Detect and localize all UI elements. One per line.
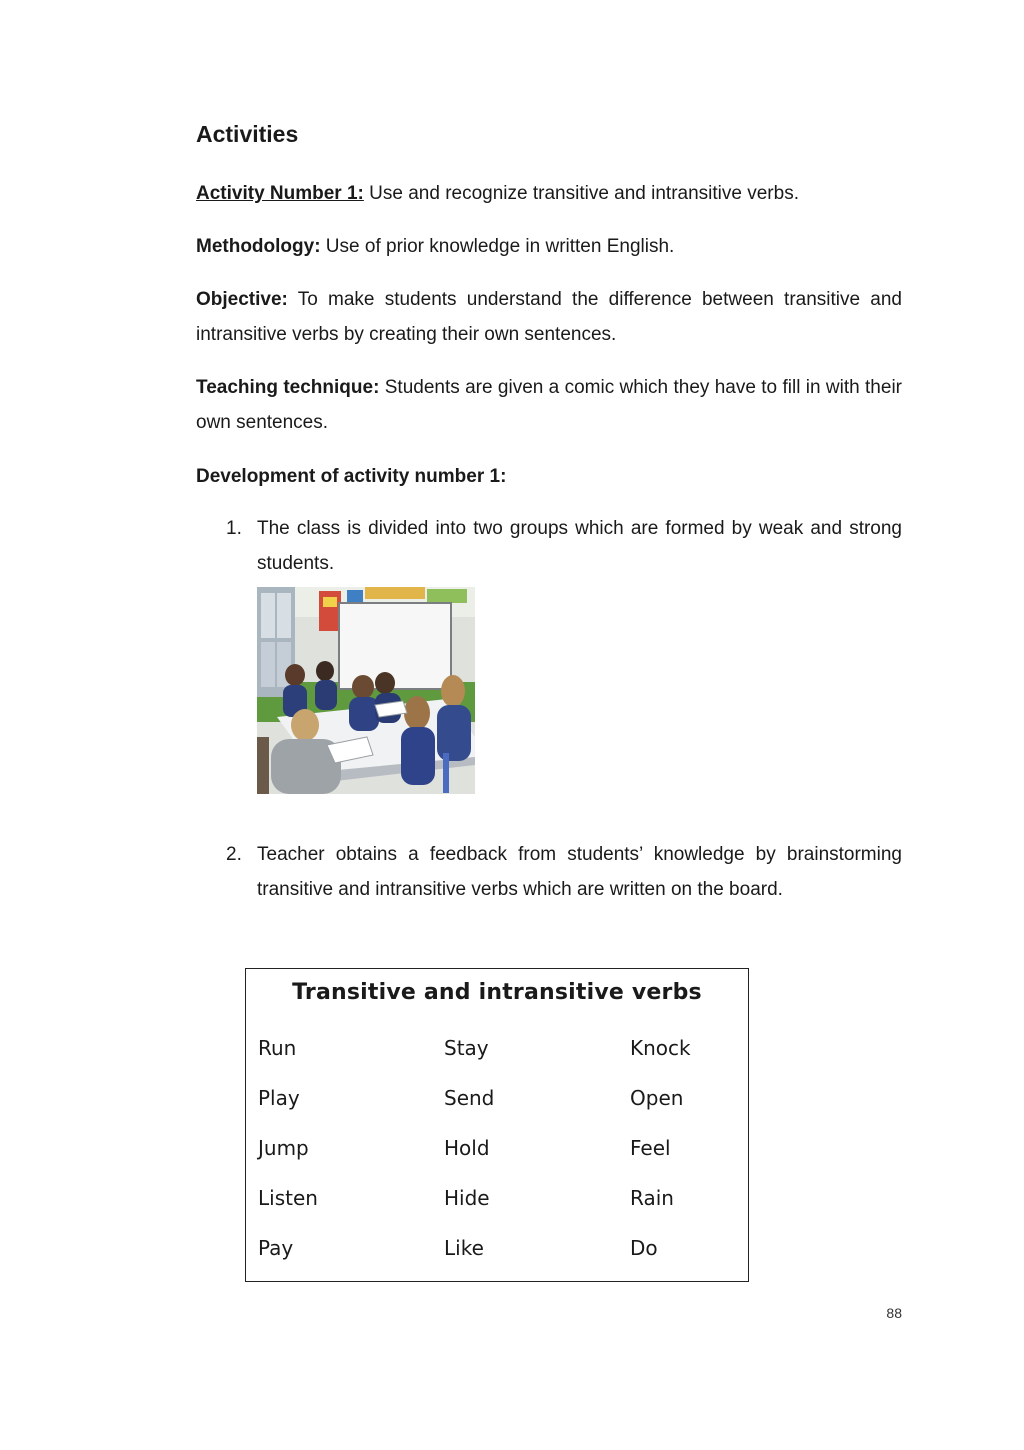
teaching-technique-label: Teaching technique: — [196, 377, 380, 398]
verb-cell: Run — [258, 1036, 297, 1060]
verb-cell: Knock — [630, 1036, 691, 1060]
objective-label: Objective: — [196, 289, 288, 310]
verb-cell: Hold — [444, 1136, 490, 1160]
verb-cell: Like — [444, 1236, 484, 1260]
verb-cell: Feel — [630, 1136, 671, 1160]
activity-number-text: Use and recognize transitive and intransitive verbs. — [363, 183, 799, 204]
verb-cell: Stay — [444, 1036, 489, 1060]
list-item — [226, 837, 902, 907]
list-item-text: The class is divided into two groups which are formed by weak and strong students. — [257, 518, 902, 574]
verb-cell: Pay — [258, 1236, 294, 1260]
methodology-label: Methodology: — [196, 236, 321, 257]
list-item-number: 1. — [226, 518, 242, 539]
verb-cell: Hide — [444, 1186, 490, 1210]
list-item-number: 2. — [226, 844, 242, 865]
methodology-paragraph — [196, 229, 902, 264]
classroom-photo — [257, 587, 475, 794]
verb-cell: Do — [630, 1236, 658, 1260]
development-heading-paragraph — [196, 459, 902, 494]
section-heading: Activities — [196, 121, 299, 147]
classroom-photo-illustration — [257, 587, 475, 794]
verb-cell: Jump — [258, 1136, 309, 1160]
activity-number-label: Activity Number 1: — [196, 183, 364, 204]
verb-table-box — [245, 968, 749, 1282]
methodology-text: Use of prior knowledge in written English. — [320, 236, 675, 257]
list-item-text: Teacher obtains a feedback from students’ knowledge by brainstorming transitive and intransitive verbs which are written on the board. — [257, 844, 902, 900]
teaching-technique-text: Students are given a comic which they have to fill in with their own sentences. — [196, 377, 902, 433]
verb-cell: Listen — [258, 1186, 318, 1210]
page-number: 88 — [886, 1305, 902, 1321]
objective-text: To make students understand the difference between transitive and intransitive verbs by creating their own sentences. — [196, 289, 902, 345]
development-heading: Development of activity number 1: — [196, 466, 507, 487]
activity-number-paragraph — [196, 176, 902, 211]
list-item — [226, 511, 902, 581]
teaching-technique-paragraph — [196, 370, 902, 440]
verb-table-title: Transitive and intransitive verbs — [292, 980, 702, 1005]
verb-cell: Rain — [630, 1186, 674, 1210]
verb-cell: Open — [630, 1086, 684, 1110]
verb-cell: Send — [444, 1086, 495, 1110]
verb-cell: Play — [258, 1086, 300, 1110]
objective-paragraph — [196, 282, 902, 352]
